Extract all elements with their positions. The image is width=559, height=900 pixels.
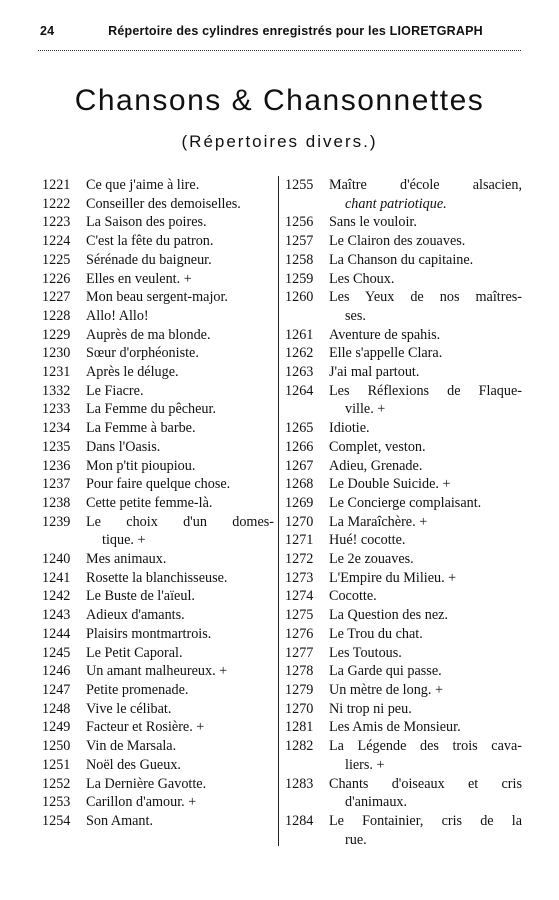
entry-title [329, 438, 522, 457]
entry-title [329, 737, 522, 774]
catalog-entry [285, 662, 522, 681]
entry-title-line: Un mètre de long. + [329, 681, 443, 698]
entry-title-continuation: chant patriotique. [345, 195, 447, 212]
entry-title-line: Le Fiacre. [86, 382, 144, 399]
entry-title-line: Ce que j'aime à lire. [86, 177, 200, 193]
entry-title-line: Auprès de ma blonde. [86, 326, 211, 343]
entry-number: 1263 [285, 364, 314, 381]
entry-title-line: Pour faire quelque chose. [86, 476, 231, 493]
entry-number: 1256 [285, 214, 314, 231]
entry-title-line: Le Fontainier, cris de la [329, 812, 522, 829]
section-title: Chansons & Chansonnettes [74, 84, 485, 117]
entry-number: 1239 [42, 513, 71, 530]
entry-title [86, 756, 274, 775]
catalog-entry [42, 644, 274, 663]
entry-title [329, 606, 522, 625]
entry-number: 1252 [42, 775, 71, 792]
entry-number: 1277 [285, 644, 314, 661]
entry-title-line: La Saison des poires. [86, 214, 207, 231]
entry-title [86, 812, 274, 831]
entry-number: 1253 [42, 794, 71, 811]
entry-number: 1267 [285, 457, 314, 474]
entry-title [329, 513, 522, 532]
entry-title [86, 270, 274, 289]
catalog-entry [42, 475, 274, 494]
catalog-entry [285, 606, 522, 625]
entry-number: 1273 [285, 569, 314, 586]
entry-title-line: Adieu, Grenade. [329, 457, 423, 474]
catalog-entry [285, 475, 522, 494]
catalog-entry [285, 363, 522, 382]
entry-title-line: Sans le vouloir. [329, 214, 417, 231]
catalog-entry [42, 775, 274, 794]
entry-title [329, 457, 522, 476]
catalog-entry [285, 457, 522, 476]
column-divider [278, 176, 279, 846]
entry-title [329, 251, 522, 270]
entry-number: 1282 [285, 738, 314, 755]
page-number: 24 [40, 24, 55, 38]
catalog-entry [285, 531, 522, 550]
entry-number: 1233 [42, 401, 71, 418]
entry-title-line: Conseiller des demoiselles. [86, 195, 241, 212]
entry-title-line: Le Buste de l'aïeul. [86, 588, 195, 605]
entry-title-line: La Légende des trois cava- [329, 738, 522, 755]
entry-title [329, 475, 522, 494]
entry-title [86, 457, 274, 476]
catalog-entry [42, 737, 274, 756]
catalog-entry [285, 251, 522, 270]
entry-title-line: La Garde qui passe. [329, 663, 442, 680]
entry-title [329, 419, 522, 438]
catalog-entry [42, 213, 274, 232]
entry-title [86, 251, 274, 270]
entry-number: 1227 [42, 289, 71, 306]
entry-number: 1243 [42, 607, 71, 624]
catalog-entry [42, 400, 274, 419]
entry-title-line: Le choix d'un domes- [86, 513, 274, 530]
entry-title [86, 775, 274, 794]
catalog-entry [285, 270, 522, 289]
entry-number: 1245 [42, 644, 71, 661]
entry-number: 1262 [285, 345, 314, 362]
catalog-entry [42, 195, 274, 214]
entry-title-line: La Question des nez. [329, 607, 448, 624]
entry-number: 1276 [285, 625, 314, 642]
entry-number: 1260 [285, 289, 314, 306]
entry-title [329, 494, 522, 513]
entry-number: 1265 [285, 420, 314, 437]
entry-title [329, 700, 522, 719]
entry-title [329, 531, 522, 550]
entry-number: 1270 [285, 700, 314, 717]
entry-title [86, 737, 274, 756]
entry-title [86, 326, 274, 345]
entry-number: 1257 [285, 233, 314, 250]
section-subtitle: (Répertoires divers.) [181, 132, 378, 151]
catalog-entry [42, 382, 274, 401]
entry-title [329, 232, 522, 251]
catalog-entry [42, 270, 274, 289]
entry-title-line: Maître d'école alsacien, [329, 177, 522, 193]
entry-title [86, 382, 274, 401]
entry-number: 1221 [42, 177, 71, 193]
entry-title-line: La Femme du pêcheur. [86, 401, 217, 418]
entry-number: 1248 [42, 700, 71, 717]
entry-number: 1255 [285, 177, 314, 193]
entry-title-line: Plaisirs montmartrois. [86, 625, 212, 642]
entry-title-line: Son Amant. [86, 812, 154, 829]
entry-title-line: La Femme à barbe. [86, 420, 196, 437]
entry-number: 1278 [285, 663, 314, 680]
entry-title [86, 550, 274, 569]
entry-title [329, 344, 522, 363]
entry-number: 1242 [42, 588, 71, 605]
entry-number: 1235 [42, 438, 71, 455]
entry-title-line: Carillon d'amour. + [86, 794, 197, 811]
entry-title [86, 606, 274, 625]
catalog-entry [42, 344, 274, 363]
catalog-entry [42, 363, 274, 382]
catalog-entry [285, 737, 522, 774]
catalog-entry [285, 419, 522, 438]
entry-number: 1247 [42, 681, 71, 698]
entry-title-continuation: liers. + [345, 756, 385, 773]
entry-title-line: Mon beau sergent-major. [86, 289, 228, 306]
catalog-entry [42, 569, 274, 588]
entry-title [329, 213, 522, 232]
catalog-entry [42, 606, 274, 625]
entry-title-line: Sœur d'orphéoniste. [86, 345, 199, 362]
entry-title-line: Les Toutous. [329, 644, 402, 661]
catalog-entry [285, 681, 522, 700]
catalog-entry [285, 232, 522, 251]
entry-number: 1234 [42, 420, 71, 437]
entry-title-line: Complet, veston. [329, 438, 426, 455]
entry-title [86, 475, 274, 494]
entry-title [86, 195, 274, 214]
entry-title-line: L'Empire du Milieu. + [329, 569, 457, 586]
catalog-entry [285, 625, 522, 644]
entry-title [86, 176, 274, 195]
left-column [42, 176, 274, 849]
entry-number: 1237 [42, 476, 71, 493]
entry-title [329, 587, 522, 606]
entry-title-line: Les Choux. [329, 270, 395, 287]
entry-number: 1231 [42, 364, 71, 381]
entry-title-line: Après le déluge. [86, 364, 179, 381]
entry-title-line: Les Yeux de nos maîtres- [329, 289, 522, 306]
entry-number: 1222 [42, 195, 71, 212]
catalog-entry [285, 775, 522, 812]
header-rule [38, 50, 521, 51]
entry-title-line: Le Double Suicide. + [329, 476, 451, 493]
entry-number: 1236 [42, 457, 71, 474]
entry-title-line: Hué! cocotte. [329, 532, 406, 549]
entry-title-continuation: ses. [345, 307, 366, 324]
catalog-entry [42, 700, 274, 719]
entry-title [329, 625, 522, 644]
entry-title-line: Mes animaux. [86, 551, 167, 568]
entry-number: 1269 [285, 494, 314, 511]
catalog-entry [42, 756, 274, 775]
entry-title-continuation: tique. + [102, 532, 146, 549]
entry-number: 1241 [42, 569, 71, 586]
entry-title-line: La Maraîchère. + [329, 513, 428, 530]
catalog-entry [42, 438, 274, 457]
entry-number: 1229 [42, 326, 71, 343]
entry-title [86, 232, 274, 251]
running-title: Répertoire des cylindres enregistrés pour les LIORETGRAPH [108, 24, 483, 38]
entry-number: 1223 [42, 214, 71, 231]
catalog-entry [285, 344, 522, 363]
catalog-entry [285, 382, 522, 419]
entry-title-line: Le 2e zouaves. [329, 551, 414, 568]
entry-number: 1281 [285, 719, 314, 736]
catalog-entry [285, 213, 522, 232]
catalog-entry [42, 550, 274, 569]
entry-title-line: Sérénade du baigneur. [86, 251, 212, 268]
entry-title [329, 326, 522, 345]
catalog-entry [285, 718, 522, 737]
entry-title [86, 718, 274, 737]
entry-title-line: C'est la fête du patron. [86, 233, 214, 250]
entry-title [86, 400, 274, 419]
entry-title-line: Elle s'appelle Clara. [329, 345, 443, 362]
catalog-entry [285, 326, 522, 345]
entry-title-line: Noël des Gueux. [86, 756, 181, 773]
catalog-entry [42, 587, 274, 606]
entry-number: 1272 [285, 551, 314, 568]
entry-title-line: Elles en veulent. + [86, 270, 192, 287]
entry-title [86, 793, 274, 812]
entry-title-line: Vive le célibat. [86, 700, 172, 717]
catalog-entry [42, 812, 274, 831]
entry-title [86, 344, 274, 363]
catalog-entry [285, 288, 522, 325]
entry-number: 1224 [42, 233, 71, 250]
entry-number: 1332 [42, 382, 71, 399]
entry-number: 1230 [42, 345, 71, 362]
entry-title-line: Adieux d'amants. [86, 607, 185, 624]
entry-title-line: Aventure de spahis. [329, 326, 441, 343]
catalog-entry [42, 625, 274, 644]
entry-title-line: Dans l'Oasis. [86, 438, 161, 455]
right-column [285, 176, 522, 849]
catalog-entry [42, 326, 274, 345]
entry-number: 1271 [285, 532, 314, 549]
entry-number: 1275 [285, 607, 314, 624]
entry-title-line: Le Trou du chat. [329, 625, 423, 642]
entry-title-continuation: d'animaux. [345, 794, 408, 811]
entry-title [329, 363, 522, 382]
entry-title [86, 307, 274, 326]
catalog-entry [42, 457, 274, 476]
entry-title [86, 213, 274, 232]
catalog-entry [42, 662, 274, 681]
catalog-entry [285, 438, 522, 457]
entry-title [329, 662, 522, 681]
entry-number: 1284 [285, 812, 314, 829]
entry-number: 1251 [42, 756, 71, 773]
entry-title-line: Rosette la blanchisseuse. [86, 569, 228, 586]
entry-title-line: Un amant malheureux. + [86, 663, 228, 680]
entry-title-line: Idiotie. [329, 420, 370, 437]
catalog-entry [42, 232, 274, 251]
entry-title [329, 775, 522, 812]
entry-title-line: Le Petit Caporal. [86, 644, 183, 661]
entry-title [86, 625, 274, 644]
catalog-entry [42, 793, 274, 812]
catalog-entry [285, 513, 522, 532]
catalog-entry [285, 494, 522, 513]
catalog-entry [285, 644, 522, 663]
entry-number: 1225 [42, 251, 71, 268]
entry-title-line: Chants d'oiseaux et cris [329, 775, 522, 792]
entry-number: 1274 [285, 588, 314, 605]
entry-title [86, 288, 274, 307]
entry-title [86, 587, 274, 606]
catalog-entry [42, 513, 274, 550]
entry-number: 1226 [42, 270, 71, 287]
catalog-entry [42, 718, 274, 737]
entry-number: 1266 [285, 438, 314, 455]
entry-number: 1270 [285, 513, 314, 530]
entry-title-line: Ni trop ni peu. [329, 700, 412, 717]
entry-title-line: Les Réflexions de Flaque- [329, 382, 522, 399]
entry-title [329, 812, 522, 849]
entry-title-line: Cocotte. [329, 588, 377, 605]
entry-title [86, 700, 274, 719]
entry-title [86, 681, 274, 700]
entry-title-line: Le Concierge complaisant. [329, 494, 482, 511]
entry-title [86, 494, 274, 513]
entry-title [329, 382, 522, 419]
catalog-entry [285, 550, 522, 569]
catalog-entry [285, 569, 522, 588]
entry-number: 1254 [42, 812, 71, 829]
catalog-entry [42, 251, 274, 270]
entry-title [329, 681, 522, 700]
entry-number: 1249 [42, 719, 71, 736]
entry-title [329, 569, 522, 588]
entry-title [86, 569, 274, 588]
entry-number: 1268 [285, 476, 314, 493]
entry-title [329, 270, 522, 289]
entry-title [329, 288, 522, 325]
entry-title [86, 662, 274, 681]
catalog-entry [42, 419, 274, 438]
entry-title [86, 438, 274, 457]
entry-number: 1246 [42, 663, 71, 680]
catalog-entry [42, 307, 274, 326]
entry-title-line: Facteur et Rosière. + [86, 719, 205, 736]
entry-title-line: Allo! Allo! [86, 307, 149, 324]
entry-title [86, 513, 274, 550]
catalog-entry [42, 176, 274, 195]
entry-title-line: Vin de Marsala. [86, 738, 177, 755]
entry-title-line: J'ai mal partout. [329, 364, 420, 381]
entry-number: 1279 [285, 681, 314, 698]
entry-number: 1259 [285, 270, 314, 287]
entry-number: 1240 [42, 551, 71, 568]
entry-title-line: La Chanson du capitaine. [329, 251, 474, 268]
entry-title [86, 644, 274, 663]
page-header [40, 24, 519, 38]
entry-title [329, 550, 522, 569]
entry-title-line: La Dernière Gavotte. [86, 775, 207, 792]
catalog-entry [285, 700, 522, 719]
entry-title [86, 419, 274, 438]
entry-title-line: Cette petite femme-là. [86, 494, 213, 511]
entry-title-line: Petite promenade. [86, 681, 189, 698]
entry-number: 1264 [285, 382, 314, 399]
entry-title [329, 718, 522, 737]
catalog-entry [285, 587, 522, 606]
entry-number: 1228 [42, 307, 71, 324]
catalog-entry [42, 494, 274, 513]
catalog-entry [285, 812, 522, 849]
entry-title-line: Le Clairon des zouaves. [329, 233, 466, 250]
catalog-entry [285, 176, 522, 213]
entry-number: 1283 [285, 775, 314, 792]
entry-title-line: Mon p'tit pioupiou. [86, 457, 196, 474]
catalog-entry [42, 681, 274, 700]
entry-number: 1238 [42, 494, 71, 511]
entry-number: 1244 [42, 625, 71, 642]
entry-title [329, 176, 522, 213]
entry-number: 1250 [42, 738, 71, 755]
entry-title [329, 644, 522, 663]
entry-number: 1261 [285, 326, 314, 343]
catalog-columns [42, 176, 522, 849]
entry-title-continuation: rue. [345, 831, 367, 848]
entry-title-continuation: ville. + [345, 401, 386, 418]
entry-title-line: Les Amis de Monsieur. [329, 719, 461, 736]
entry-number: 1258 [285, 251, 314, 268]
entry-title [86, 363, 274, 382]
catalog-entry [42, 288, 274, 307]
